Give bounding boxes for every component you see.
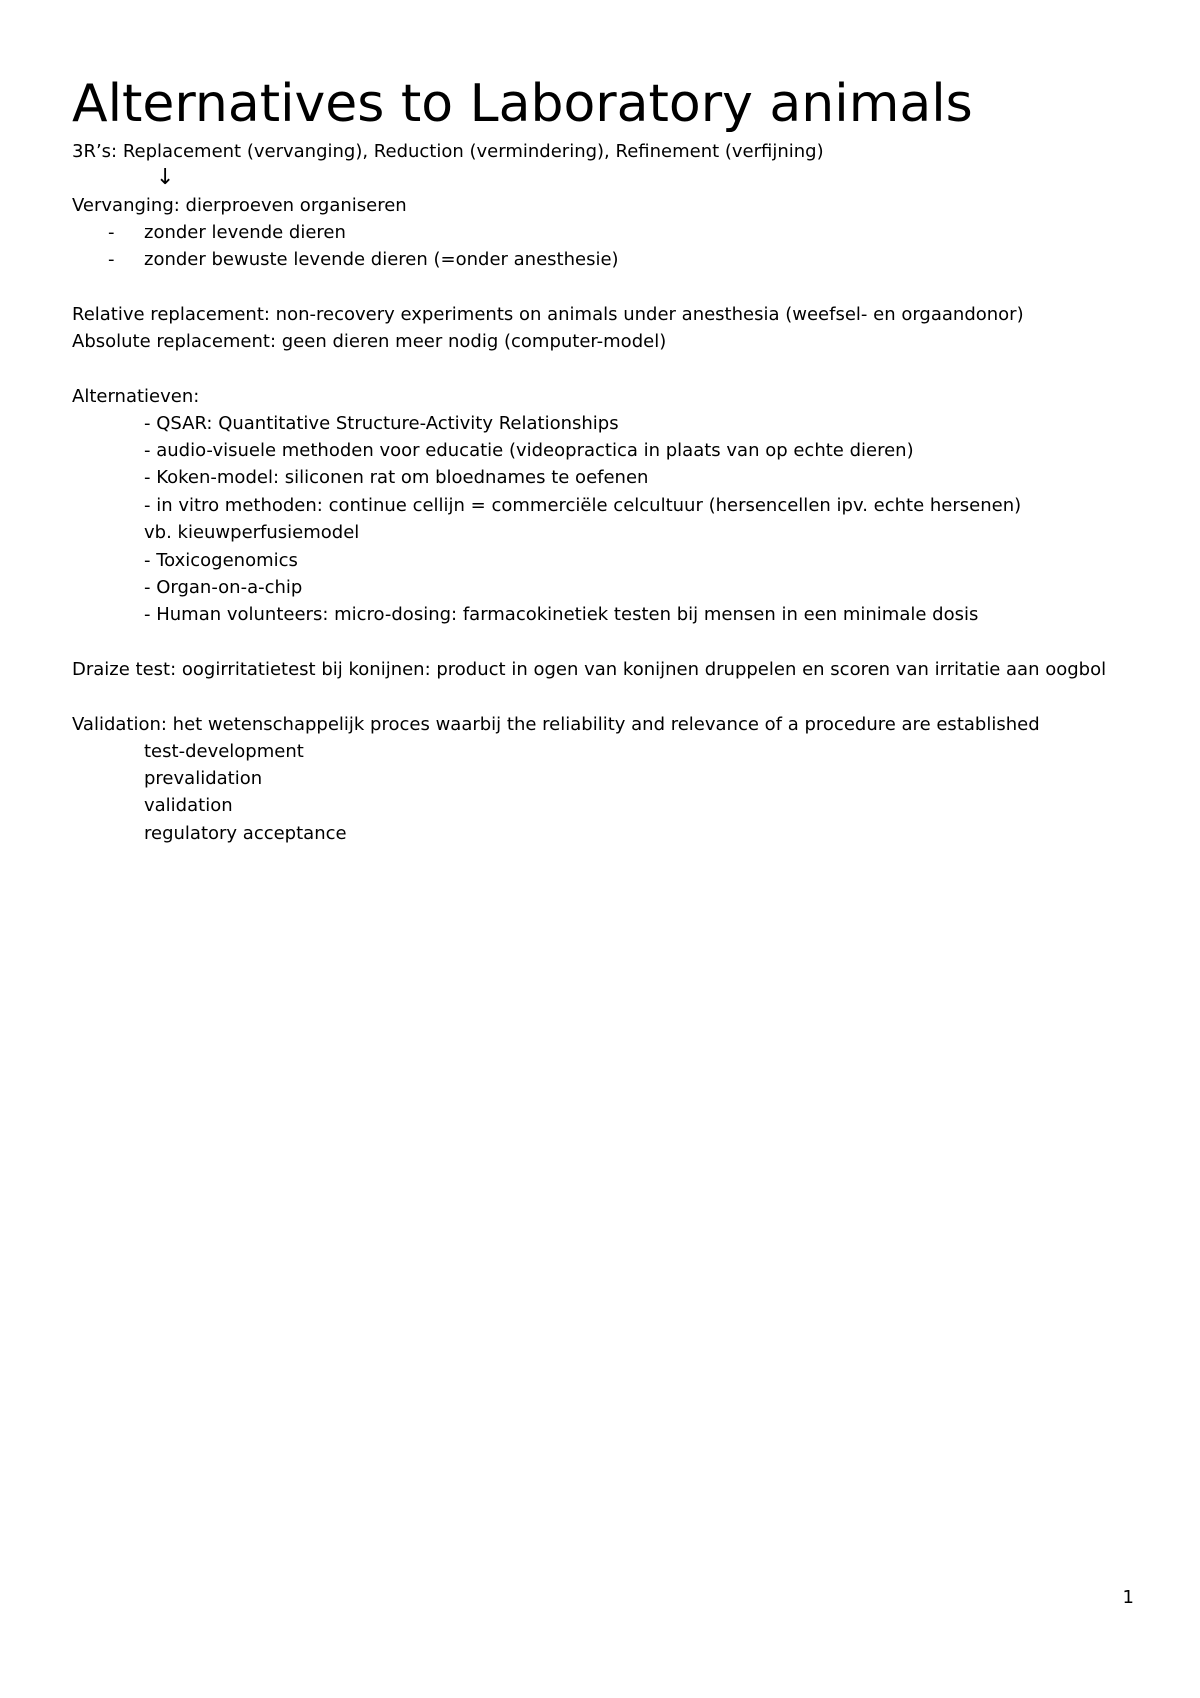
- relative-replacement-line: Relative replacement: non-recovery experiments on animals under anesthesia (weefsel- en orgaandonor): [72, 304, 1024, 325]
- bullet-dash: -: [108, 249, 115, 270]
- vervanging-item: zonder levende dieren: [144, 222, 346, 243]
- page-number: 1: [1122, 1587, 1134, 1608]
- alternatieven-item: - audio-visuele methoden voor educatie (videopractica in plaats van op echte dieren): [144, 440, 914, 461]
- validation-step: validation: [144, 795, 233, 816]
- alternatieven-item: vb. kieuwperfusiemodel: [144, 522, 360, 543]
- alternatieven-item: - Organ-on-a-chip: [144, 577, 303, 598]
- vervanging-item: zonder bewuste levende dieren (=onder anesthesie): [144, 249, 619, 270]
- validation-step: test-development: [144, 741, 304, 762]
- alternatieven-item: - Human volunteers: micro-dosing: farmacokinetiek testen bij mensen in een minimale dosis: [144, 604, 979, 625]
- document-title: Alternatives to Laboratory animals: [72, 74, 973, 134]
- validation-step: regulatory acceptance: [144, 823, 347, 844]
- validation-step: prevalidation: [144, 768, 263, 789]
- alternatieven-item: - Toxicogenomics: [144, 550, 298, 571]
- draize-test-line: Draize test: oogirritatietest bij konijnen: product in ogen van konijnen druppelen en scoren van irritatie aan oogbol: [72, 659, 1107, 680]
- validation-heading: Validation: het wetenschappelijk proces waarbij the reliability and relevance of a procedure are established: [72, 714, 1040, 735]
- bullet-dash: -: [108, 222, 115, 243]
- alternatieven-item: - QSAR: Quantitative Structure-Activity Relationships: [144, 413, 619, 434]
- alternatieven-heading: Alternatieven:: [72, 386, 200, 407]
- alternatieven-item: - Koken-model: siliconen rat om bloednames te oefenen: [144, 467, 649, 488]
- alternatieven-item: - in vitro methoden: continue cellijn = commerciële celcultuur (hersencellen ipv. echte hersenen): [144, 495, 1022, 516]
- three-rs-line: 3R’s: Replacement (vervanging), Reduction (vermindering), Refinement (verfijning): [72, 141, 824, 162]
- vervanging-heading: Vervanging: dierproeven organiseren: [72, 195, 407, 216]
- absolute-replacement-line: Absolute replacement: geen dieren meer nodig (computer-model): [72, 331, 667, 352]
- down-arrow-icon: ↓: [156, 165, 175, 190]
